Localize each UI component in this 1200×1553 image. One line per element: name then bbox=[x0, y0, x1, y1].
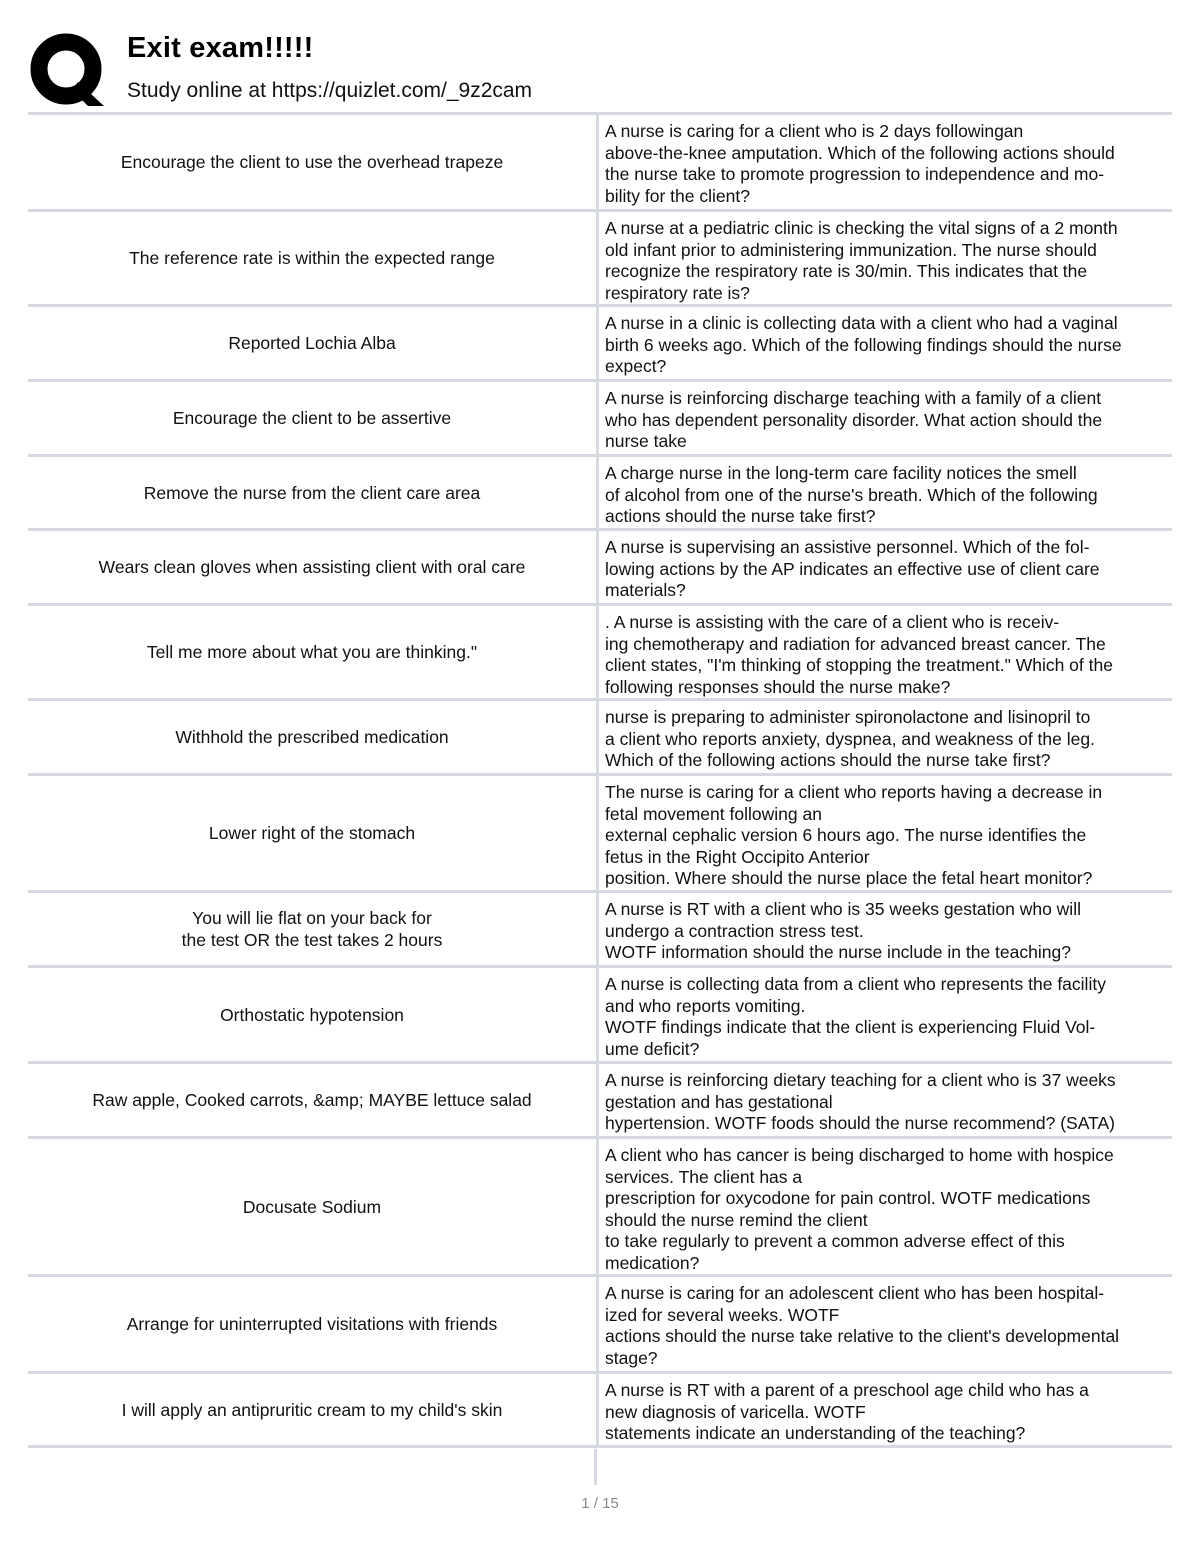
card-term: Orthostatic hypotension bbox=[220, 1004, 404, 1025]
card-term: You will lie flat on your back for the test OR the test takes 2 hours bbox=[181, 908, 443, 950]
card-row bbox=[28, 1139, 1172, 1277]
card-row bbox=[28, 1277, 1172, 1374]
card-row bbox=[28, 212, 1172, 307]
card-term: Wears clean gloves when assisting client with oral care bbox=[98, 557, 526, 577]
card-definition: . A nurse is assisting with the care of a client who is receiv- ing chemotherapy and radiation for advanced breast cancer. The client states, "I'm thinking of stopping the treatment." Which of the following responses should the nurse make? bbox=[605, 612, 1113, 697]
card-definition: A nurse is supervising an assistive personnel. Which of the fol- lowing actions by the AP indicates an effective use of client care materials? bbox=[605, 537, 1100, 600]
card-term: Reported Lochia Alba bbox=[228, 333, 396, 353]
header bbox=[28, 28, 1178, 110]
card-term: Remove the nurse from the client care area bbox=[143, 482, 481, 503]
card-definition: A nurse in a clinic is collecting data with a client who had a vaginal birth 6 weeks ago. Which of the following findings should the nurse expect? bbox=[605, 313, 1122, 376]
card-row bbox=[28, 115, 1172, 212]
study-online-link[interactable]: Study online at https://quizlet.com/_9z2cam bbox=[127, 79, 533, 102]
card-row bbox=[28, 968, 1172, 1064]
card-row bbox=[28, 1374, 1172, 1448]
card-definition: A nurse is reinforcing discharge teaching with a family of a client who has dependent personality disorder. What action should the nurse take bbox=[605, 388, 1103, 451]
quizlet-q-logo-icon bbox=[30, 32, 108, 110]
card-term: Encourage the client to be assertive bbox=[172, 408, 452, 428]
card-definition: A charge nurse in the long-term care facility notices the smell of alcohol from one of the nurse's breath. Which of the following actions should the nurse take first? bbox=[605, 463, 1098, 526]
card-row bbox=[28, 893, 1172, 968]
page-title: Exit exam!!!!! bbox=[127, 32, 314, 64]
card-definition: A nurse is caring for a client who is 2 days followingan above-the-knee amputation. Which of the following actions should the nurse take to promote progression to independence and mo- bility for the client? bbox=[605, 121, 1115, 206]
card-term: The reference rate is within the expected range bbox=[129, 248, 495, 268]
flashcard-table bbox=[28, 112, 1172, 1448]
card-row bbox=[28, 307, 1172, 382]
card-term: Withhold the prescribed medication bbox=[175, 727, 449, 747]
card-definition: A nurse at a pediatric clinic is checking the vital signs of a 2 month old infant prior to administering immunization. The nurse should recognize the respiratory rate is 30/min. This indicates that the respiratory rate is? bbox=[605, 218, 1118, 303]
card-definition: nurse is preparing to administer spironolactone and lisinopril to a client who reports anxiety, dyspnea, and weakness of the leg. Which of the following actions should the nurse take first? bbox=[605, 707, 1095, 770]
card-definition: The nurse is caring for a client who reports having a decrease in fetal movement following an external cephalic version 6 hours ago. The nurse identifies the fetus in the Right Occipito Anterior position. Where should the nurse place the fetal heart monitor? bbox=[605, 782, 1103, 888]
card-row bbox=[28, 531, 1172, 606]
card-term: Tell me more about what you are thinking." bbox=[146, 642, 478, 662]
card-row bbox=[28, 606, 1172, 701]
card-row bbox=[28, 701, 1172, 776]
card-term: Encourage the client to use the overhead trapeze bbox=[120, 152, 504, 172]
card-row bbox=[28, 382, 1172, 457]
page-number: 1 / 15 bbox=[581, 1495, 619, 1512]
card-row bbox=[28, 776, 1172, 893]
card-definition: A nurse is caring for an adolescent client who has been hospital- ized for several weeks. WOTF actions should the nurse take relative to the client's developmental stage? bbox=[605, 1283, 1120, 1368]
card-definition: A nurse is reinforcing dietary teaching for a client who is 37 weeks gestation and has gestational hypertension. WOTF foods should the nurse recommend? (SATA) bbox=[605, 1070, 1116, 1133]
card-definition: A nurse is collecting data from a client who represents the facility and who reports vomiting. WOTF findings indicate that the client is experiencing Fluid Vol- ume deficit? bbox=[605, 974, 1106, 1059]
card-term: Lower right of the stomach bbox=[208, 823, 416, 843]
card-term: Arrange for uninterrupted visitations with friends bbox=[126, 1314, 498, 1334]
card-row bbox=[28, 1064, 1172, 1139]
card-definition: A nurse is RT with a client who is 35 weeks gestation who will undergo a contraction stress test. WOTF information should the nurse include in the teaching? bbox=[605, 899, 1081, 962]
card-term: Docusate Sodium bbox=[242, 1196, 382, 1217]
column-divider-tail bbox=[594, 1449, 597, 1485]
card-term: I will apply an antipruritic cream to my child's skin bbox=[121, 1399, 503, 1420]
card-definition: A client who has cancer is being discharged to home with hospice services. The client has a prescription for oxycodone for pain control. WOTF medications should the nurse remind the client to take regularly to prevent a common adverse effect of this medication? bbox=[605, 1145, 1114, 1273]
card-definition: A nurse is RT with a parent of a preschool age child who has a new diagnosis of varicella. WOTF statements indicate an understanding of the teaching? bbox=[605, 1380, 1089, 1443]
card-row bbox=[28, 457, 1172, 531]
card-term: Raw apple, Cooked carrots, &amp; MAYBE lettuce salad bbox=[92, 1090, 532, 1110]
